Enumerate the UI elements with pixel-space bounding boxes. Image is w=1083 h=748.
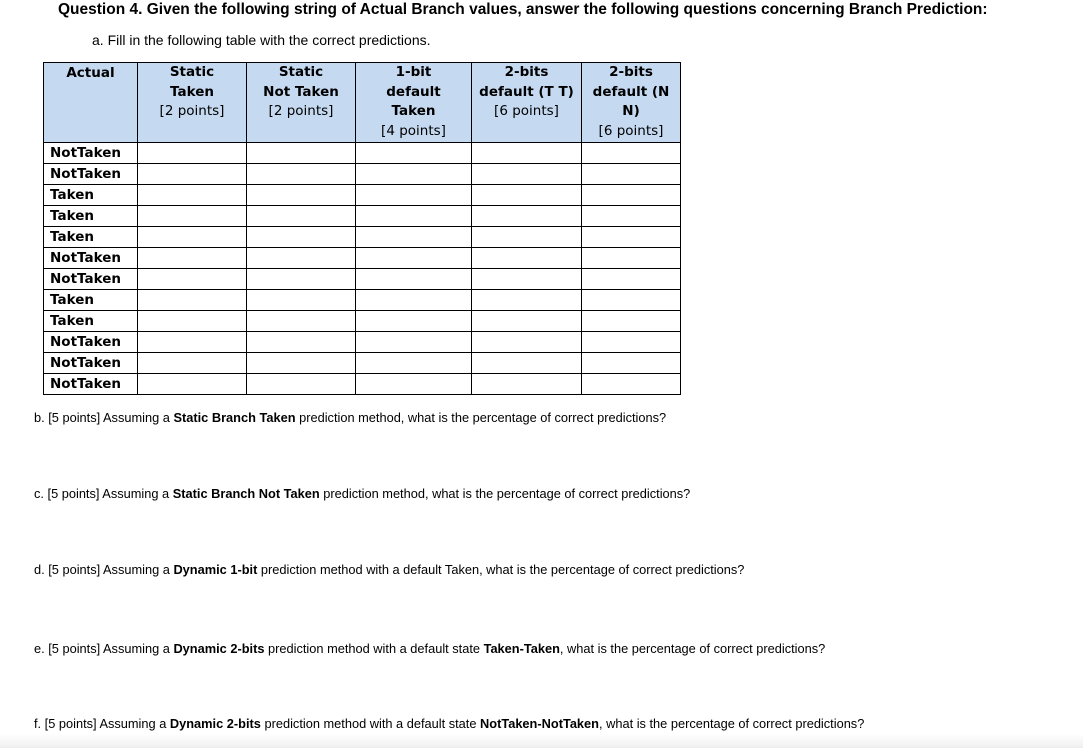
answer-cell-2bits-tt[interactable]	[472, 290, 582, 311]
question-text: f. [5 points] Assuming a	[34, 716, 170, 731]
question-b	[34, 410, 666, 425]
question-text: , what is the percentage of correct predictions?	[559, 641, 826, 656]
answer-cell-2bits-tt[interactable]	[472, 332, 582, 353]
answer-cell-static-taken[interactable]	[138, 290, 247, 311]
actual-cell: Taken	[44, 290, 138, 311]
answer-cell-static-not-taken[interactable]	[247, 164, 356, 185]
answer-cell-static-taken[interactable]	[138, 164, 247, 185]
header-actual	[44, 63, 138, 143]
answer-cell-static-not-taken[interactable]	[247, 290, 356, 311]
header-line: 2-bits	[504, 64, 549, 80]
actual-cell: NotTaken	[44, 143, 138, 164]
answer-cell-2bits-nn[interactable]	[582, 227, 681, 248]
answer-cell-2bits-tt[interactable]	[472, 374, 582, 395]
question-text: prediction method with a default state	[264, 641, 484, 656]
table-row	[44, 185, 681, 206]
question-text: d. [5 points] Assuming a	[34, 562, 174, 577]
answer-cell-2bits-tt[interactable]	[472, 269, 582, 290]
answer-cell-2bits-nn[interactable]	[582, 290, 681, 311]
answer-cell-static-not-taken[interactable]	[247, 332, 356, 353]
header-static-not-taken	[247, 63, 356, 143]
prediction-table	[43, 62, 681, 395]
question-text: c. [5 points] Assuming a	[34, 486, 173, 501]
answer-cell-2bits-nn[interactable]	[582, 185, 681, 206]
answer-cell-static-taken[interactable]	[138, 311, 247, 332]
table-row	[44, 143, 681, 164]
answer-cell-2bits-nn[interactable]	[582, 206, 681, 227]
part-a-instruction: a. Fill in the following table with the correct predictions.	[92, 32, 431, 48]
question-text: b. [5 points] Assuming a	[34, 410, 174, 425]
answer-cell-2bits-nn[interactable]	[582, 332, 681, 353]
actual-cell: NotTaken	[44, 374, 138, 395]
question-text: prediction method, what is the percentage of correct predictions?	[319, 486, 691, 501]
header-1bit-default-taken	[356, 63, 472, 143]
table-row	[44, 332, 681, 353]
answer-cell-1bit-taken[interactable]	[356, 206, 472, 227]
actual-cell: Taken	[44, 227, 138, 248]
header-line: 1-bit	[395, 64, 432, 80]
actual-cell: Taken	[44, 206, 138, 227]
table-row	[44, 227, 681, 248]
table-header-row	[44, 63, 681, 143]
header-line: Taken	[170, 83, 214, 100]
answer-cell-static-taken[interactable]	[138, 143, 247, 164]
question-text: prediction method, what is the percentage of correct predictions?	[295, 410, 667, 425]
header-line: [2 points]	[268, 103, 334, 119]
question-d	[34, 562, 744, 577]
header-2bits-default-nn	[582, 63, 681, 143]
answer-cell-1bit-taken[interactable]	[356, 185, 472, 206]
answer-cell-static-not-taken[interactable]	[247, 143, 356, 164]
question-text: e. [5 points] Assuming a	[34, 641, 174, 656]
answer-cell-2bits-nn[interactable]	[582, 374, 681, 395]
answer-cell-1bit-taken[interactable]	[356, 290, 472, 311]
answer-cell-1bit-taken[interactable]	[356, 311, 472, 332]
question-c	[34, 486, 690, 501]
table-row	[44, 269, 681, 290]
answer-cell-2bits-tt[interactable]	[472, 164, 582, 185]
question-heading: Question 4. Given the following string of Actual Branch values, answer the following questions concerning Branch Prediction:	[58, 1, 988, 18]
actual-cell: Taken	[44, 311, 138, 332]
actual-cell: Taken	[44, 185, 138, 206]
answer-cell-1bit-taken[interactable]	[356, 227, 472, 248]
question-e	[34, 641, 825, 656]
table-row	[44, 353, 681, 374]
header-line: Actual	[66, 65, 115, 81]
header-line: default (T T)	[479, 83, 574, 100]
question-text: Dynamic 1-bit	[173, 562, 258, 577]
answer-cell-2bits-nn[interactable]	[582, 248, 681, 269]
header-line: Not Taken	[263, 83, 339, 100]
answer-cell-1bit-taken[interactable]	[356, 332, 472, 353]
answer-cell-2bits-nn[interactable]	[582, 311, 681, 332]
answer-cell-2bits-tt[interactable]	[472, 227, 582, 248]
answer-cell-2bits-nn[interactable]	[582, 164, 681, 185]
header-line: [2 points]	[159, 103, 225, 119]
question-text: Static Branch Taken	[173, 410, 296, 425]
header-line: Static	[169, 64, 215, 80]
question-text: prediction method with a default Taken, what is the percentage of correct predictions?	[257, 562, 745, 577]
header-line: default	[386, 83, 441, 100]
header-line: [4 points]	[381, 122, 446, 139]
question-text: Taken-Taken	[483, 641, 560, 656]
answer-cell-static-taken[interactable]	[138, 248, 247, 269]
answer-cell-1bit-taken[interactable]	[356, 143, 472, 164]
answer-cell-static-taken[interactable]	[138, 353, 247, 374]
answer-cell-2bits-tt[interactable]	[472, 143, 582, 164]
answer-cell-static-not-taken[interactable]	[247, 374, 356, 395]
header-static-taken	[138, 63, 247, 143]
table-row	[44, 290, 681, 311]
actual-cell: NotTaken	[44, 164, 138, 185]
page-bottom-shadow	[0, 734, 1083, 748]
question-text: NotTaken-NotTaken	[480, 716, 599, 731]
answer-cell-static-not-taken[interactable]	[247, 185, 356, 206]
question-text: , what is the percentage of correct predictions?	[599, 716, 865, 731]
answer-cell-2bits-nn[interactable]	[582, 143, 681, 164]
answer-cell-static-taken[interactable]	[138, 227, 247, 248]
table-row	[44, 374, 681, 395]
actual-cell: NotTaken	[44, 269, 138, 290]
answer-cell-static-taken[interactable]	[138, 332, 247, 353]
table-row	[44, 311, 681, 332]
table-row	[44, 164, 681, 185]
actual-cell: NotTaken	[44, 353, 138, 374]
actual-cell: NotTaken	[44, 332, 138, 353]
table-row	[44, 248, 681, 269]
question-text: Dynamic 2-bits	[169, 716, 261, 731]
answer-cell-2bits-nn[interactable]	[582, 353, 681, 374]
header-line: N)	[622, 103, 640, 119]
header-line: default (N	[592, 83, 670, 100]
answer-cell-2bits-tt[interactable]	[472, 185, 582, 206]
answer-cell-static-taken[interactable]	[138, 185, 247, 206]
answer-cell-1bit-taken[interactable]	[356, 164, 472, 185]
answer-cell-2bits-tt[interactable]	[472, 206, 582, 227]
header-line: 2-bits	[609, 64, 653, 80]
question-text: Static Branch Not Taken	[172, 486, 320, 501]
header-line: Static	[278, 64, 324, 80]
header-line: [6 points]	[494, 103, 559, 119]
answer-cell-1bit-taken[interactable]	[356, 269, 472, 290]
answer-cell-static-not-taken[interactable]	[247, 311, 356, 332]
answer-cell-static-not-taken[interactable]	[247, 353, 356, 374]
header-line: [6 points]	[598, 122, 664, 139]
question-text: prediction method with a default state	[260, 716, 481, 731]
answer-cell-1bit-taken[interactable]	[356, 353, 472, 374]
answer-cell-static-not-taken[interactable]	[247, 227, 356, 248]
answer-cell-2bits-tt[interactable]	[472, 248, 582, 269]
answer-cell-static-taken[interactable]	[138, 374, 247, 395]
answer-cell-static-taken[interactable]	[138, 269, 247, 290]
question-text: Dynamic 2-bits	[173, 641, 265, 656]
table-body	[44, 143, 681, 395]
header-line: Taken	[391, 103, 436, 119]
answer-cell-2bits-tt[interactable]	[472, 353, 582, 374]
answer-cell-2bits-nn[interactable]	[582, 269, 681, 290]
answer-cell-static-not-taken[interactable]	[247, 206, 356, 227]
answer-cell-static-taken[interactable]	[138, 206, 247, 227]
question-f	[34, 716, 864, 731]
answer-cell-1bit-taken[interactable]	[356, 248, 472, 269]
answer-cell-static-not-taken[interactable]	[247, 248, 356, 269]
table-row	[44, 206, 681, 227]
actual-cell: NotTaken	[44, 248, 138, 269]
answer-cell-2bits-tt[interactable]	[472, 311, 582, 332]
header-2bits-default-tt	[472, 63, 582, 143]
answer-cell-1bit-taken[interactable]	[356, 374, 472, 395]
answer-cell-static-not-taken[interactable]	[247, 269, 356, 290]
